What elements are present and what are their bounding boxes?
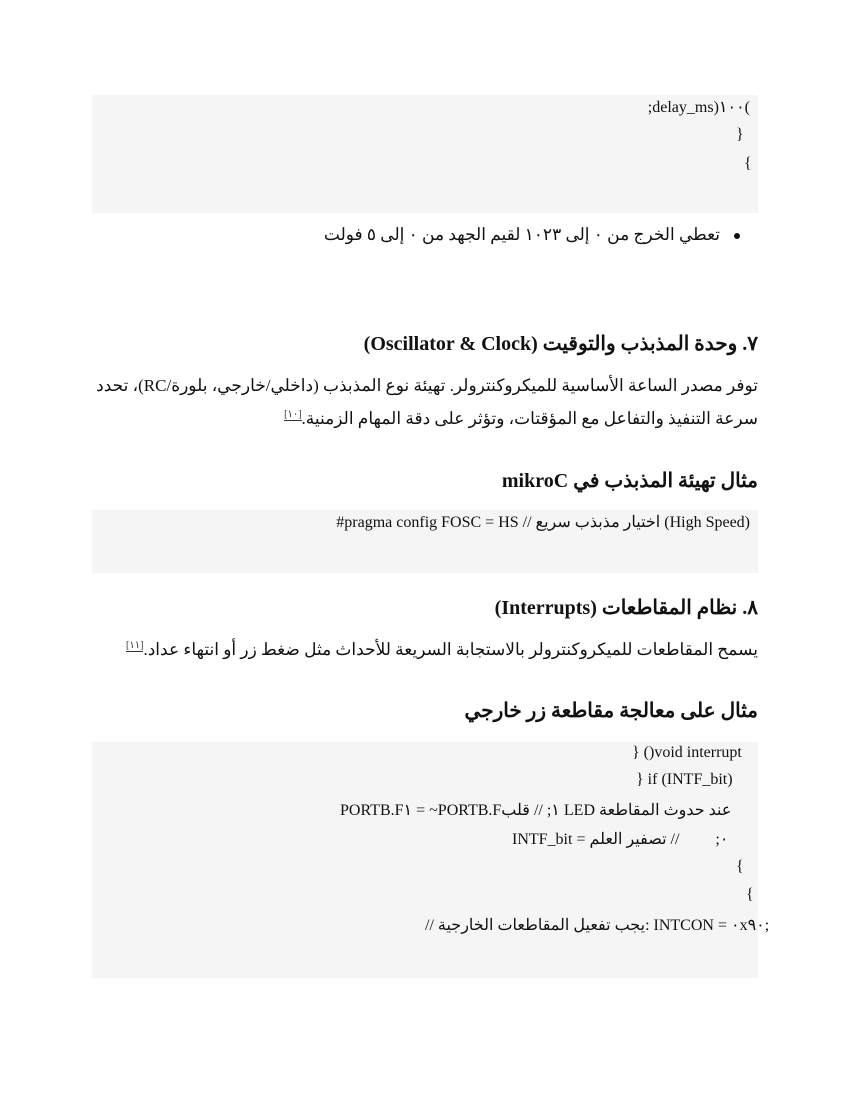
reference-10-link[interactable]: [١٠] (284, 409, 302, 421)
section-8-example-heading: مثال على معالجة مقاطعة زر خارجي (464, 700, 758, 722)
code-line-close-brace-1: { (736, 858, 744, 875)
reference-11-link[interactable]: [١١] (126, 640, 144, 652)
section-8-heading: ٨. نظام المقاطعات (Interrupts) (494, 597, 758, 619)
section-7-paragraph-line-2 (284, 409, 758, 429)
code-line-oscillator: #pragma config FOSC = HS // اختيار مذبذب سريع (High Speed) (336, 514, 750, 531)
code-line-intcon-comment: // يجب تفعيل المقاطعات الخارجية: INTCON = ٠x٩٠; (425, 917, 770, 934)
code-line-portb-toggle: PORTB.F١ = ~PORTB.F١; // قلب LED عند حدوث المقاطعة (340, 802, 732, 819)
section-7-heading: ٧. وحدة المذبذب والتوقيت (Oscillator & Clock) (363, 333, 758, 355)
section-7-example-heading: مثال تهيئة المذبذب في mikroC (501, 470, 758, 492)
code-line-intf-clear: INTF_bit = ٠; // تصفير العلم (512, 831, 729, 848)
code-line-close-brace-2: { (746, 886, 754, 903)
code-line-void-interrupt: } ()void interrupt (632, 744, 742, 761)
bullet-text: تعطي الخرج من ٠ إلى ١٠٢٣ لقيم الجهد من ٠ إلى ٥ فولت (323, 225, 720, 244)
section-7-paragraph-line-1: توفر مصدر الساعة الأساسية للميكروكنترولر. تهيئة نوع المذبذب (داخلي/خارجي، بلورة/RC)، تحدد (96, 376, 758, 395)
section-8-paragraph (126, 640, 758, 660)
code-line-delay: ;delay_ms)١٠٠( (647, 99, 750, 116)
code-line-brace-2: { (744, 155, 752, 172)
code-line-if-intf: } if (INTF_bit) (636, 771, 733, 788)
bullet-icon (734, 233, 740, 239)
section-8-paragraph-text: يسمح المقاطعات للميكروكنترولر بالاستجابة السريعة للأحداث مثل ضغط زر أو انتهاء عداد. (143, 640, 758, 659)
code-line-brace-1: } (736, 126, 744, 143)
section-7-paragraph-line-2-text: سرعة التنفيذ والتفاعل مع المؤقتات، وتؤثر على دقة المهام الزمنية. (301, 409, 758, 428)
